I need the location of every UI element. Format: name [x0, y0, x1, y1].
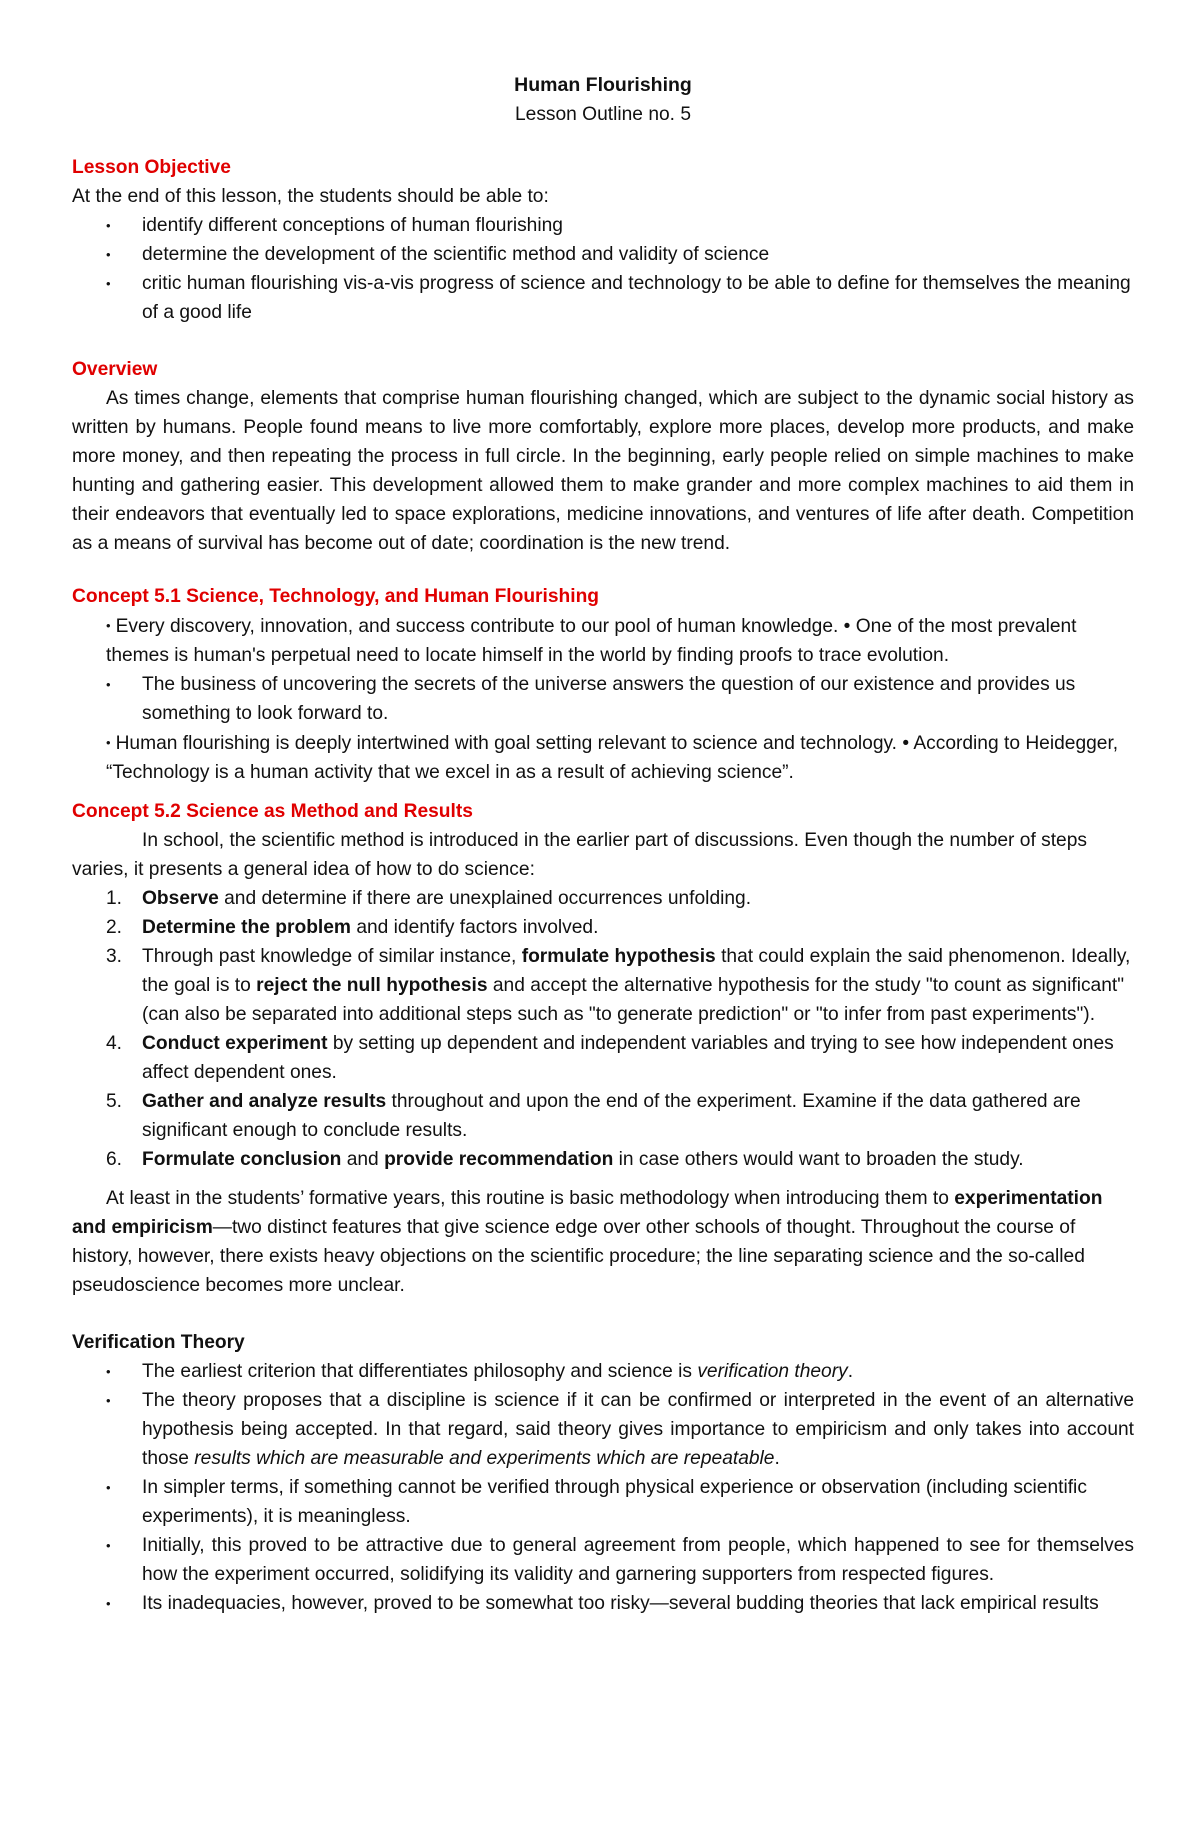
bullet-icon: • [106, 1596, 111, 1611]
objective-item: • identify different conceptions of human flourishing [72, 211, 1134, 240]
concept51-item: • Human flourishing is deeply intertwined with goal setting relevant to science and technology. • According to Heidegger, “Technology is a human activity that we excel in as a result of achieving science”. [106, 733, 1119, 783]
objective-intro: At the end of this lesson, the students should be able to: [72, 186, 549, 207]
bullet-icon: • [106, 276, 111, 291]
verification-item: • The theory proposes that a discipline is science if it can be confirmed or interpreted in the event of an alternative hypothesis being accepted. In that regard, said theory gives importance to empiricism and only takes into account those results which are measurable and experiments which are repeatable. [72, 1386, 1134, 1473]
objective-item: • critic human flourishing vis-a-vis progress of science and technology to be able to define for themselves the meaning of a good life [72, 269, 1134, 327]
bullet-icon: • [106, 247, 111, 262]
document-page [72, 70, 1134, 1618]
bullet-icon: • [106, 618, 111, 633]
method-step: 4. Conduct experiment by setting up dependent and independent variables and trying to see how independent ones affect dependent ones. [106, 1033, 1114, 1083]
bullet-icon: • [106, 677, 111, 692]
bullet-icon: • [106, 1538, 111, 1553]
concept51-item: • The business of uncovering the secrets of the universe answers the question of our existence and provides us something to look forward to. [72, 670, 1134, 728]
concept51-heading: Concept 5.1 Science, Technology, and Human Flourishing [72, 586, 600, 607]
verification-item: • Its inadequacies, however, proved to be somewhat too risky—several budding theories that lack empirical results [72, 1589, 1134, 1618]
bullet-icon: • [106, 735, 111, 750]
method-step: 1. Observe and determine if there are unexplained occurrences unfolding. [106, 888, 752, 909]
method-step: 6. Formulate conclusion and provide recommendation in case others would want to broaden the study. [106, 1149, 1024, 1170]
concept52-closing: At least in the students’ formative years, this routine is basic methodology when introducing them to experimentation and empiricism—two distinct features that give science edge over other schools of thought. Throughout the course of history, however, there exists heavy objections on the scientific procedure; the line separating science and the so-called pseudoscience becomes more unclear. [72, 1188, 1103, 1296]
overview-heading: Overview [72, 359, 158, 380]
concept52-heading: Concept 5.2 Science as Method and Results [72, 801, 473, 822]
objective-heading: Lesson Objective [72, 157, 231, 178]
concept51-item: • Every discovery, innovation, and success contribute to our pool of human knowledge. • One of the most prevalent themes is human's perpetual need to locate himself in the world by finding proofs to trace evolution. [106, 616, 1077, 666]
method-step: 2. Determine the problem and identify factors involved. [106, 917, 599, 938]
verification-item: • The earliest criterion that differentiates philosophy and science is verification theory. [72, 1357, 1134, 1386]
verification-item: • In simpler terms, if something cannot be verified through physical experience or observation (including scientific experiments), it is meaningless. [72, 1473, 1134, 1531]
bullet-icon: • [106, 1480, 111, 1495]
document-title: Human Flourishing [514, 74, 692, 96]
method-step: 3. Through past knowledge of similar instance, formulate hypothesis that could explain the said phenomenon. Ideally, the goal is to reject the null hypothesis and accept the alternative hypothesis for the study "to count as significant" (can also be separated into additional steps such as "to generate prediction" or "to infer from past experiments"). [106, 946, 1131, 1025]
verification-heading: Verification Theory [72, 1332, 245, 1353]
bullet-icon: • [106, 1364, 111, 1379]
bullet-icon: • [106, 1393, 111, 1408]
overview-text: As times change, elements that comprise human flourishing changed, which are subject to the dynamic social history as written by humans. People found means to live more comfortably, explore more places, develop more products, and make more money, and then repeating the process in full circle. In the beginning, early people relied on simple machines to make hunting and gathering easier. This development allowed them to make grander and more complex machines to aid them in their endeavors that eventually led to space explorations, medicine innovations, and ventures of life after death. Competition as a means of survival has become out of date; coordination is the new trend. [72, 388, 1134, 554]
bullet-icon: • [106, 218, 111, 233]
document-subtitle: Lesson Outline no. 5 [514, 104, 691, 125]
objective-item: • determine the development of the scientific method and validity of science [72, 240, 1134, 269]
verification-item: • Initially, this proved to be attractive due to general agreement from people, which happened to see for themselves how the experiment occurred, solidifying its validity and garnering supporters from respected figures. [72, 1531, 1134, 1589]
concept52-intro: In school, the scientific method is introduced in the earlier part of discussions. Even though the number of steps varies, it presents a general idea of how to do science: [72, 830, 1087, 880]
method-step: 5. Gather and analyze results throughout and upon the end of the experiment. Examine if the data gathered are significant enough to conclude results. [106, 1091, 1081, 1141]
